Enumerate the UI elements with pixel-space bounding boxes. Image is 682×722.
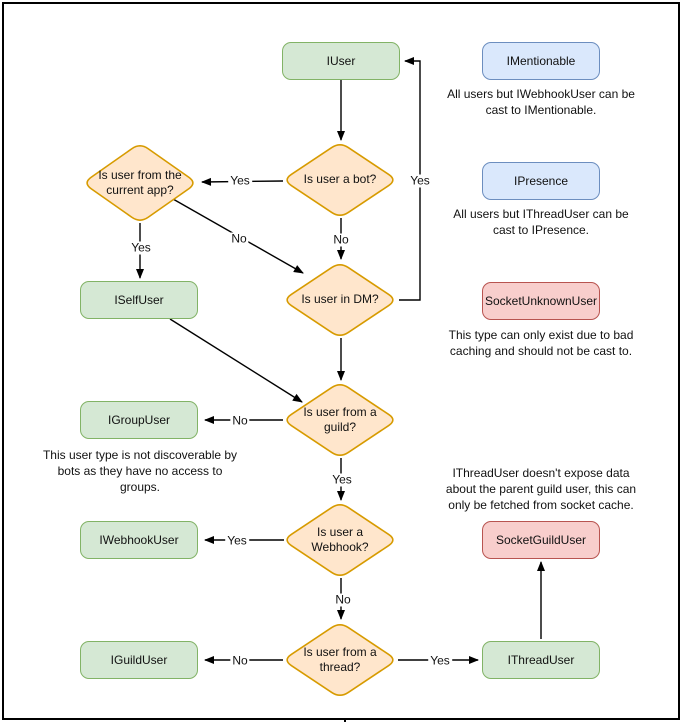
node-igroupuser-label: IGroupUser	[107, 413, 171, 427]
node-iwebhookuser	[80, 521, 198, 559]
decision-is-guild: Is user from a guild?	[303, 405, 377, 434]
note-imentionable-line2: cast to IMentionable.	[485, 103, 597, 117]
node-imentionable-label: IMentionable	[506, 54, 576, 68]
edge-label-webhook-yes: Yes	[227, 533, 247, 548]
note-socket-unknown-user-line2: caching and should not be cast to.	[449, 344, 633, 358]
note-socket-unknown-user-line1: This type can only exist due to bad	[448, 328, 634, 342]
note-igroupuser	[30, 447, 250, 495]
node-iwebhookuser-label: IWebhookUser	[99, 533, 179, 547]
edge-label-thread-yes: Yes	[430, 653, 450, 668]
decision-is-webhook: Is user a Webhook?	[311, 525, 369, 554]
decision-is-thread: Is user from a thread?	[303, 645, 377, 674]
edge-label-current-app-no: No	[231, 231, 247, 246]
edge-label-bot-no: No	[333, 232, 349, 247]
node-imentionable	[482, 42, 600, 80]
decision-is-bot: Is user a bot?	[303, 172, 377, 186]
node-iguilduser	[80, 641, 198, 679]
edge-label-guild-no: No	[232, 413, 248, 428]
edge-label-bot-yes: Yes	[230, 173, 250, 188]
node-socket-guild-user	[482, 521, 600, 559]
note-imentionable	[431, 86, 651, 118]
note-socket-unknown-user	[431, 327, 651, 359]
node-iguilduser-label: IGuildUser	[110, 653, 168, 667]
node-iuser	[282, 42, 400, 80]
node-socket-unknown-user-label: SocketUnknownUser	[484, 294, 598, 308]
note-igroupuser-line1: This user type is not discoverable by	[42, 448, 238, 462]
edge-iselfuser-to-isguild	[170, 319, 302, 402]
edge-label-webhook-no: No	[335, 592, 351, 607]
node-iselfuser-label: ISelfUser	[114, 293, 164, 307]
edge-label-thread-no: No	[232, 653, 248, 668]
node-igroupuser	[80, 401, 198, 439]
note-ithreaduser-line1: IThreadUser doesn't expose data	[452, 466, 630, 480]
note-ithreaduser-line3: only be fetched from socket cache.	[448, 498, 634, 512]
node-socket-unknown-user	[482, 282, 600, 320]
node-ipresence	[482, 162, 600, 200]
node-ithreaduser-label: IThreadUser	[507, 653, 575, 667]
node-iuser-label: IUser	[326, 54, 356, 68]
node-iselfuser	[80, 281, 198, 319]
note-igroupuser-line3: groups.	[119, 480, 161, 494]
decision-is-dm: Is user in DM?	[301, 292, 379, 306]
edge-label-current-app-yes: Yes	[131, 240, 151, 255]
note-ithreaduser	[431, 465, 651, 513]
node-socket-guild-user-label: SocketGuildUser	[495, 533, 587, 547]
note-ithreaduser-line2: about the parent guild user, this can	[445, 482, 637, 496]
note-imentionable-line1: All users but IWebhookUser can be	[447, 87, 635, 101]
note-ipresence-line1: All users but IThreadUser can be	[453, 207, 629, 221]
node-ithreaduser	[482, 641, 600, 679]
note-ipresence	[431, 206, 651, 238]
edge-label-guild-yes: Yes	[332, 472, 352, 487]
note-igroupuser-line2: bots as they have no access to	[57, 464, 223, 478]
edge-label-dm-yes: Yes	[410, 173, 430, 188]
node-ipresence-label: IPresence	[513, 174, 569, 188]
note-ipresence-line2: cast to IPresence.	[492, 223, 590, 237]
decision-is-current-app: Is user from the current app?	[98, 168, 182, 197]
